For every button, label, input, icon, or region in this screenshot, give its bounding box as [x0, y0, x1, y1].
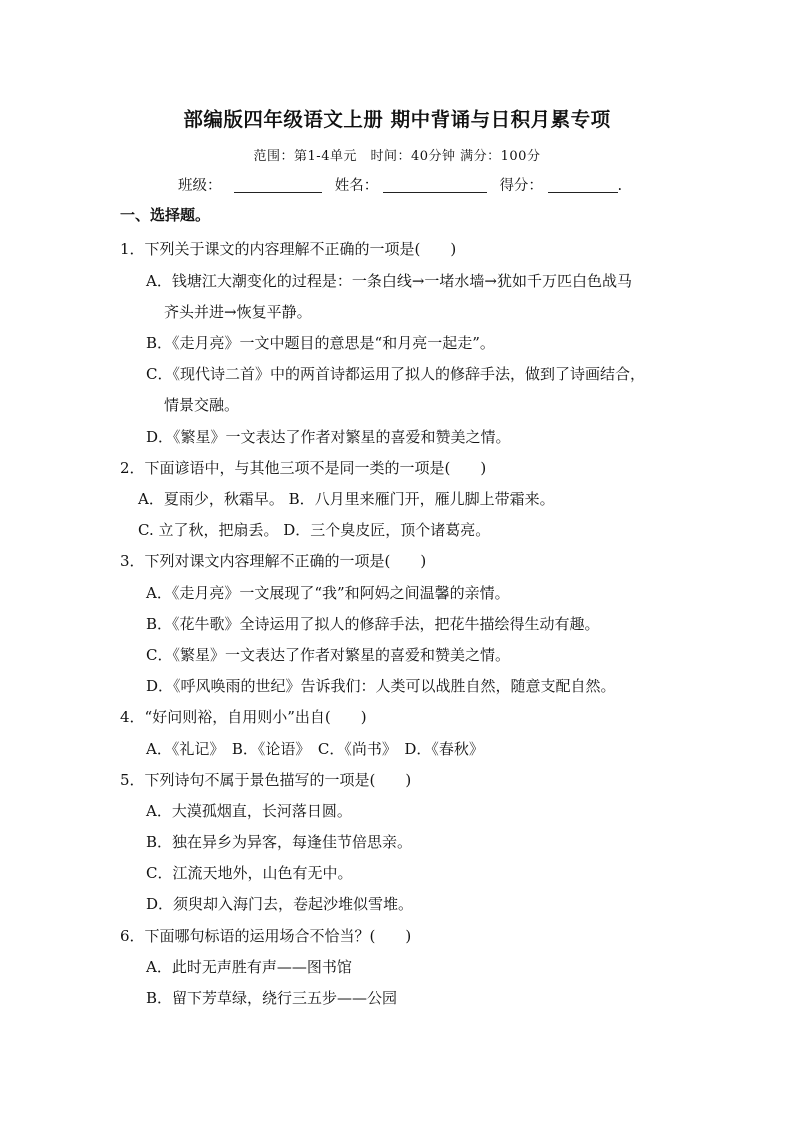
question-stem: 6．下面哪句标语的运用场合不恰当？( ) — [120, 927, 412, 945]
question-stem: 5．下列诗句不属于景色描写的一项是( ) — [120, 771, 412, 789]
question-option: A．大漠孤烟直，长河落日圆。 — [146, 802, 352, 820]
question-option: A．《礼记》 B．《论语》 C．《尚书》 D．《春秋》 — [146, 740, 484, 758]
class-label: 班级： — [178, 178, 222, 194]
question-option: B．《花牛歌》全诗运用了拟人的修辞手法，把花牛描绘得生动有趣。 — [146, 615, 600, 633]
question-option: D．须臾却入海门去，卷起沙堆似雪堆。 — [146, 895, 414, 913]
question-option: D．《呼风唤雨的世纪》告诉我们：人类可以战胜自然，随意支配自然。 — [146, 677, 616, 695]
end-mark: . — [617, 178, 623, 194]
question-option: 情景交融。 — [164, 396, 240, 414]
question-option: A．《走月亮》一文展现了“我”和阿妈之间温馨的亲情。 — [146, 584, 510, 602]
question-option: A．钱塘江大潮变化的过程是：一条白线→一堵水墙→犹如千万匹白色战马 — [146, 272, 632, 290]
score-blank[interactable] — [548, 176, 618, 193]
question-option: C．《繁星》一文表达了作者对繁星的喜爱和赞美之情。 — [146, 646, 510, 664]
question-option: B．独在异乡为异客，每逢佳节倍思亲。 — [146, 833, 413, 851]
name-label: 姓名： — [334, 178, 379, 194]
question-option: B．留下芳草绿，绕行三五步——公园 — [146, 989, 398, 1007]
question-stem: 3．下列对课文内容理解不正确的一项是( ) — [120, 552, 427, 570]
question-option: C．《现代诗二首》中的两首诗都运用了拟人的修辞手法，做到了诗画结合， — [146, 365, 645, 383]
question-option: C．江流天地外，山色有无中。 — [146, 864, 353, 882]
question-stem: 4．“好问则裕，自用则小”出自( ) — [120, 708, 367, 726]
question-option: B．《走月亮》一文中题目的意思是“和月亮一起走”。 — [146, 334, 495, 352]
question-option: A．夏雨少，秋霜早。 B．八月里来雁门开，雁儿脚上带霜来。 — [138, 490, 555, 508]
class-blank[interactable] — [234, 176, 322, 193]
exam-scope: 范围：第1-4单元 时间：40分钟 满分：100分 — [253, 149, 541, 164]
question-option: 齐头并进→恢复平静。 — [164, 303, 312, 321]
question-option: C. 立了秋，把扇丢。 D．三个臭皮匠，顶个诸葛亮。 — [138, 521, 491, 539]
score-label: 得分： — [499, 178, 543, 194]
name-blank[interactable] — [383, 176, 487, 193]
page-title: 部编版四年级语文上册 期中背诵与日积月累专项 — [183, 108, 611, 131]
question-stem: 1．下列关于课文的内容理解不正确的一项是( ) — [120, 240, 457, 258]
section-title: 一、选择题。 — [120, 206, 211, 224]
question-option: D．《繁星》一文表达了作者对繁星的喜爱和赞美之情。 — [146, 428, 511, 446]
question-option: A．此时无声胜有声——图书馆 — [146, 958, 352, 976]
question-stem: 2．下面谚语中，与其他三项不是同一类的一项是( ) — [120, 459, 487, 477]
student-info-row — [178, 174, 622, 195]
